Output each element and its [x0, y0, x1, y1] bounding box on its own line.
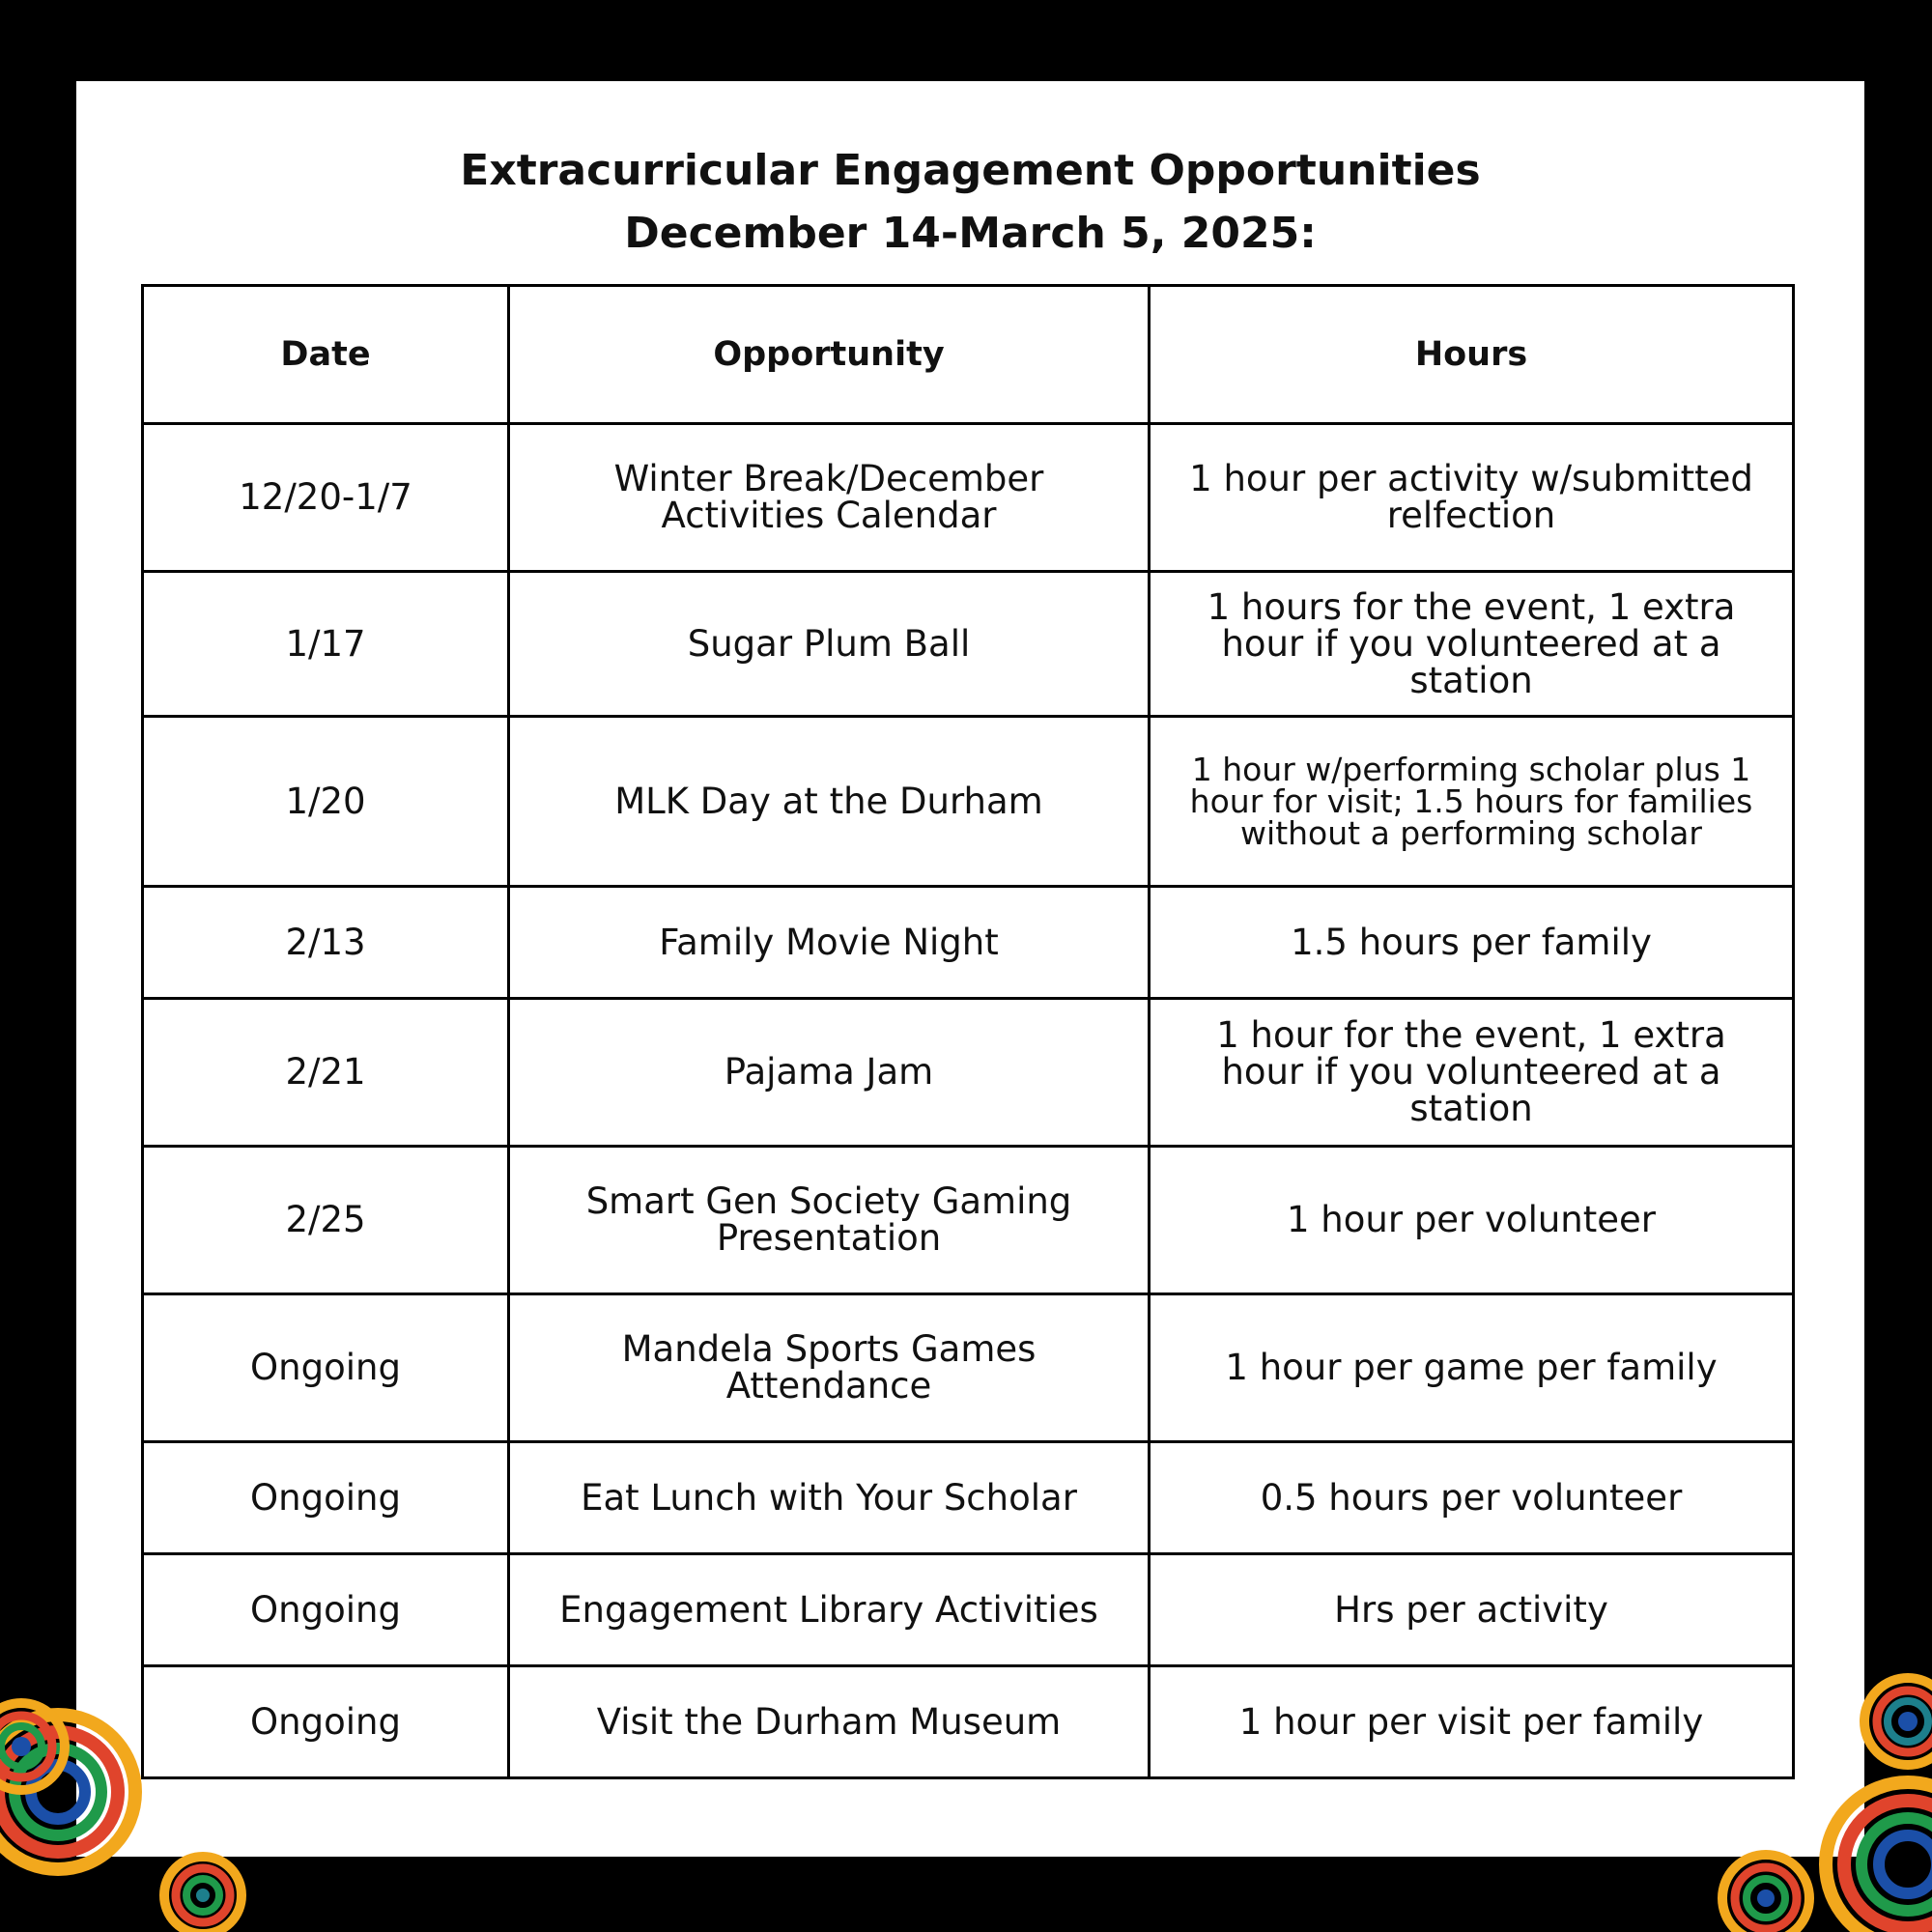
cell-date: Ongoing: [143, 1666, 509, 1778]
cell-date: Ongoing: [143, 1294, 509, 1442]
header-date: Date: [143, 286, 509, 424]
cell-date: 2/25: [143, 1147, 509, 1294]
content-card: [76, 81, 1864, 1857]
swirl-icon: [1722, 1855, 1809, 1932]
cell-opportunity: Pajama Jam: [509, 999, 1150, 1147]
header-row: [143, 286, 1794, 424]
page-title: [76, 139, 1864, 265]
cell-date: Ongoing: [143, 1554, 509, 1666]
cell-hours: Hrs per activity: [1150, 1554, 1794, 1666]
cell-hours: 1 hour per visit per family: [1150, 1666, 1794, 1778]
cell-opportunity: Eat Lunch with Your Scholar: [509, 1442, 1150, 1554]
title-line-1: Extracurricular Engagement Opportunities: [460, 146, 1481, 195]
opportunities-table: [141, 284, 1795, 1779]
cell-opportunity: Smart Gen Society Gaming Presentation: [509, 1147, 1150, 1294]
cell-hours: 1 hour w/performing scholar plus 1 hour for visit; 1.5 hours for families without a performing scholar: [1150, 717, 1794, 887]
cell-date: 2/13: [143, 887, 509, 999]
table-row: [143, 572, 1794, 717]
cell-hours: 1 hours for the event, 1 extra hour if you volunteered at a station: [1150, 572, 1794, 717]
cell-hours: 1 hour per activity w/submitted relfection: [1150, 424, 1794, 572]
table-row: [143, 717, 1794, 887]
header-opportunity: Opportunity: [509, 286, 1150, 424]
cell-opportunity: Mandela Sports Games Attendance: [509, 1294, 1150, 1442]
table-row: [143, 1554, 1794, 1666]
cell-opportunity: Family Movie Night: [509, 887, 1150, 999]
cell-hours: 0.5 hours per volunteer: [1150, 1442, 1794, 1554]
cell-opportunity: Winter Break/December Activities Calendar: [509, 424, 1150, 572]
cell-date: 2/21: [143, 999, 509, 1147]
cell-date: Ongoing: [143, 1442, 509, 1554]
swirl-icon: [1864, 1678, 1932, 1765]
cell-hours: 1 hour for the event, 1 extra hour if you volunteered at a station: [1150, 999, 1794, 1147]
table-row: [143, 1294, 1794, 1442]
table-row: [143, 1666, 1794, 1778]
cell-opportunity: Engagement Library Activities: [509, 1554, 1150, 1666]
cell-date: 1/17: [143, 572, 509, 717]
table-row: [143, 999, 1794, 1147]
cell-hours: 1 hour per volunteer: [1150, 1147, 1794, 1294]
table-row: [143, 424, 1794, 572]
cell-hours: 1 hour per game per family: [1150, 1294, 1794, 1442]
swirl-icon: [164, 1857, 242, 1932]
table-row: [143, 1442, 1794, 1554]
title-line-2: December 14-March 5, 2025:: [624, 209, 1317, 258]
table-row: [143, 1147, 1794, 1294]
cell-opportunity: Visit the Durham Museum: [509, 1666, 1150, 1778]
cell-date: 12/20-1/7: [143, 424, 509, 572]
cell-opportunity: MLK Day at the Durham: [509, 717, 1150, 887]
swirl-icon: [0, 1703, 65, 1790]
table-row: [143, 887, 1794, 999]
cell-date: 1/20: [143, 717, 509, 887]
header-hours: Hours: [1150, 286, 1794, 424]
cell-hours: 1.5 hours per family: [1150, 887, 1794, 999]
cell-opportunity: Sugar Plum Ball: [509, 572, 1150, 717]
